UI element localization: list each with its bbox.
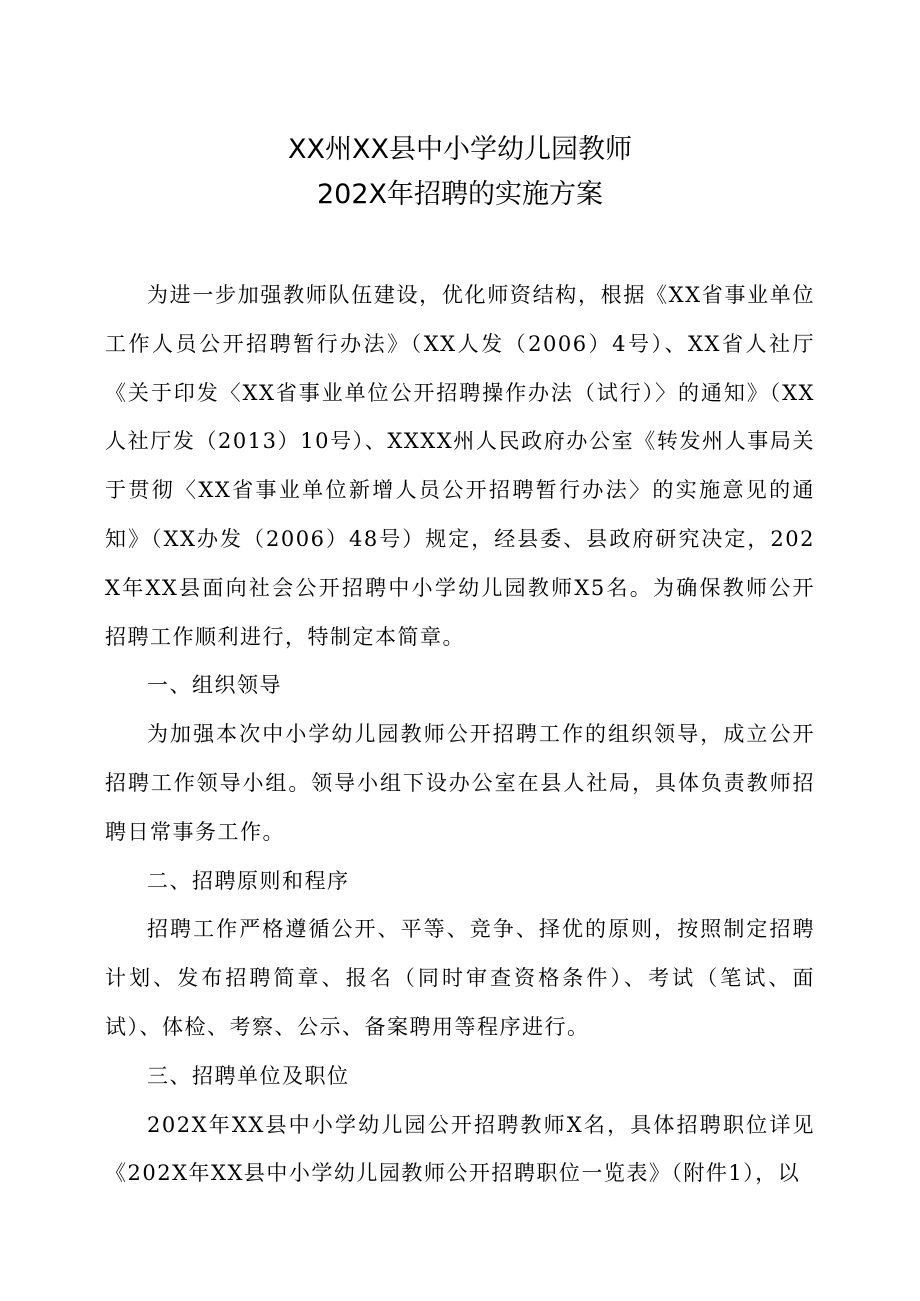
document-title-line2: 202X年招聘的实施方案 [316,179,604,210]
section-body-positions: 202X年XX县中小学幼儿园公开招聘教师X名，具体招聘职位详见《202X年XX县中小学幼儿园教师公开招聘职位一览表》（附件1），以 [105,1112,815,1186]
document-body [105,271,815,1198]
section-body-principles: 招聘工作严格遵循公开、平等、竞争、择优的原则，按照制定招聘计划、发布招聘简章、报名（同时审查资格条件）、考试（笔试、面试）、体检、考察、公示、备案聘用等程序进行。 [105,917,815,1039]
section-body-organization: 为加强本次中小学幼儿园教师公开招聘工作的组织领导，成立公开招聘工作领导小组。领导小组下设办公室在县人社局，具体负责教师招聘日常事务工作。 [105,722,815,844]
document-title-line1: XX州XX县中小学幼儿园教师 [288,134,632,165]
section-heading-organization: 一、组织领导 [147,673,282,698]
section-heading-principles: 二、招聘原则和程序 [147,868,350,893]
section-heading-positions: 三、招聘单位及职位 [147,1063,350,1088]
intro-paragraph: 为进一步加强教师队伍建设，优化师资结构，根据《XX省事业单位工作人员公开招聘暂行办法》（XX人发（2006）4号）、XX省人社厅《关于印发〈XX省事业单位公开招聘操作办法（试行）〉的通知》（XX人社厅发（2013）10号）、XXXX州人民政府办公室《转发州人事局关于贯彻〈XX省事业单位新增人员公开招聘暂行办法〉的实施意见的通知》（XX办发（2006）48号）规定，经县委、县政府研究决定，202X年XX县面向社会公开招聘中小学幼儿园教师X5名。为确保教师公开招聘工作顺利进行，特制定本简章。 [105,283,815,649]
